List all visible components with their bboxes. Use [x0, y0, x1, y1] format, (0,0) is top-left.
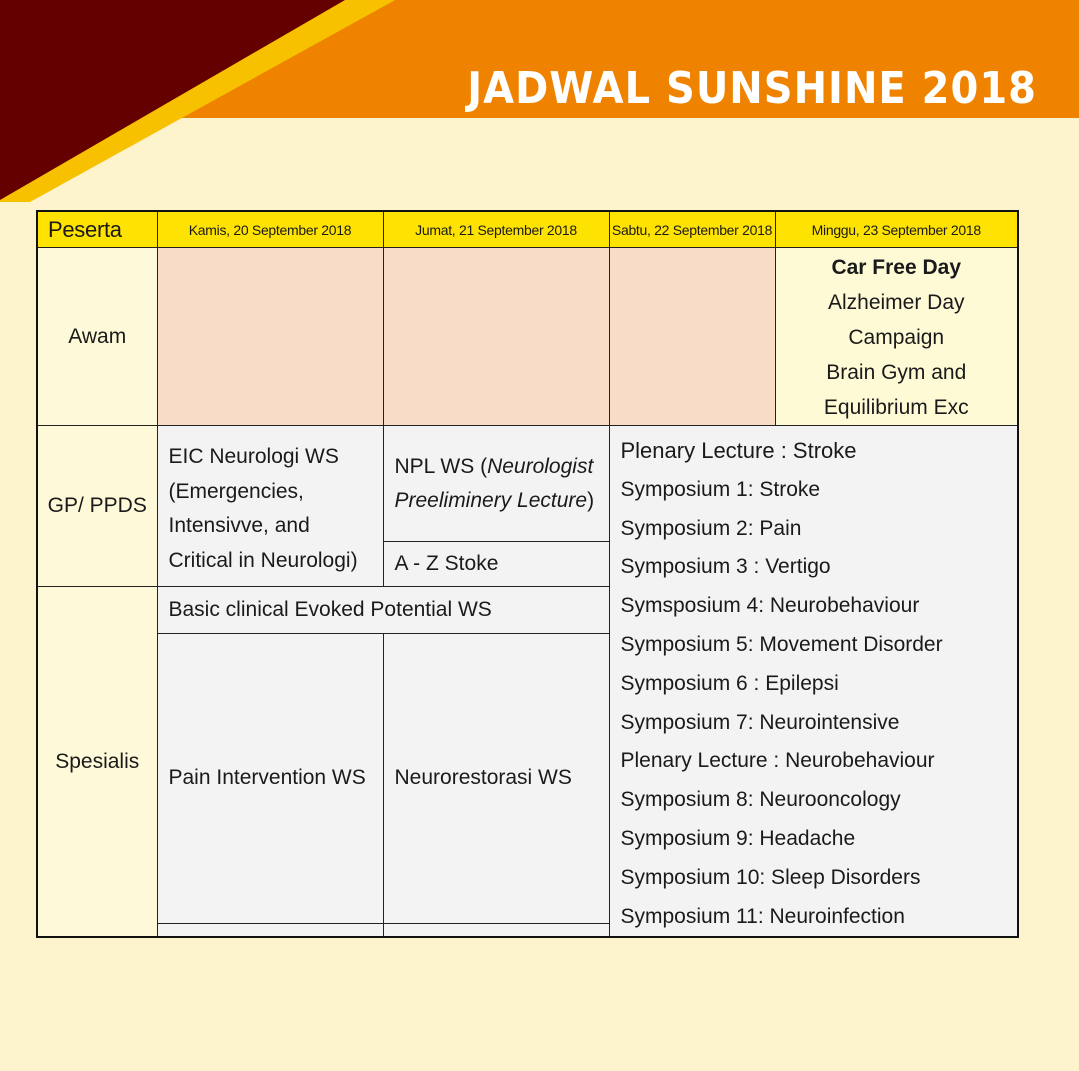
row-label-spesialis: Spesialis — [37, 587, 157, 938]
col-header-kamis: Kamis, 20 September 2018 — [157, 211, 383, 248]
symposium-item: Symposium 1: Stroke — [620, 477, 821, 501]
symposium-item: Plenary Lecture : Stroke — [620, 438, 857, 463]
symposium-item: Symposium 7: Neurointensive — [620, 710, 900, 734]
row-awam — [37, 248, 1018, 426]
row-label-gp: GP/ PPDS — [37, 426, 157, 587]
page-title: JADWAL SUNSHINE 2018 — [467, 64, 1037, 114]
symposium-item: Symposium 6 : Epilepsi — [620, 671, 839, 695]
symposium-item: Plenary Lecture : Neurobehaviour — [620, 749, 935, 773]
npl-suffix: ) — [587, 488, 595, 512]
symposium-item: Symposium 9: Headache — [620, 826, 856, 850]
awam-line: Brain Gym and — [826, 361, 967, 384]
schedule-table — [36, 210, 1019, 938]
basic-evoked-potential-cell: Basic clinical Evoked Potential WS — [157, 587, 609, 634]
row-label-awam: Awam — [37, 248, 157, 426]
npl-italic-2: Preeliminery Lecture — [394, 488, 588, 512]
symposium-item: Symposium 5: Movement Disorder — [620, 632, 943, 656]
col-header-peserta: Peserta — [37, 211, 157, 248]
symposium-cell — [609, 426, 1018, 938]
symposium-item: Symposium 8: Neurooncology — [620, 788, 901, 812]
awam-kamis-cell — [157, 248, 383, 426]
awam-line: Campaign — [848, 326, 945, 349]
eic-neurologi-cell — [157, 426, 383, 587]
pain-intervention-cell: Pain Intervention WS — [157, 633, 383, 923]
awam-line: Alzheimer Day — [827, 291, 965, 314]
awam-jumat-cell — [383, 248, 609, 426]
spacer-cell — [383, 923, 609, 937]
spacer-cell — [157, 923, 383, 937]
npl-ws-cell — [383, 426, 609, 542]
symposium-item: Symsposium 4: Neurobehaviour — [620, 594, 920, 618]
eic-line: EIC Neurologi WS — [168, 445, 339, 468]
eic-line: Critical in Neurologi) — [168, 548, 358, 572]
symposium-item: Symposium 11: Neuroinfection — [620, 904, 905, 928]
col-header-jumat: Jumat, 21 September 2018 — [383, 211, 609, 248]
symposium-item: Symposium 2: Pain — [620, 516, 802, 540]
awam-minggu-cell — [775, 248, 1018, 426]
row-gp — [37, 426, 1018, 542]
awam-line: Equilibrium Exc — [823, 396, 969, 419]
npl-italic-1: Neurologist — [487, 454, 594, 478]
eic-line: (Emergencies, — [168, 479, 304, 503]
col-header-sabtu: Sabtu, 22 September 2018 — [609, 211, 775, 248]
npl-prefix: NPL WS ( — [394, 454, 488, 478]
awam-sabtu-cell — [609, 248, 775, 426]
col-header-minggu: Minggu, 23 September 2018 — [775, 211, 1018, 248]
az-stoke-cell: A - Z Stoke — [383, 542, 609, 587]
symposium-item: Symposium 3 : Vertigo — [620, 555, 831, 579]
eic-line: Intensivve, and — [168, 514, 310, 537]
car-free-day-label: Car Free Day — [831, 256, 962, 279]
header-row — [37, 211, 1018, 248]
neurorestorasi-cell: Neurorestorasi WS — [383, 633, 609, 923]
symposium-item: Symposium 10: Sleep Disorders — [620, 865, 921, 889]
